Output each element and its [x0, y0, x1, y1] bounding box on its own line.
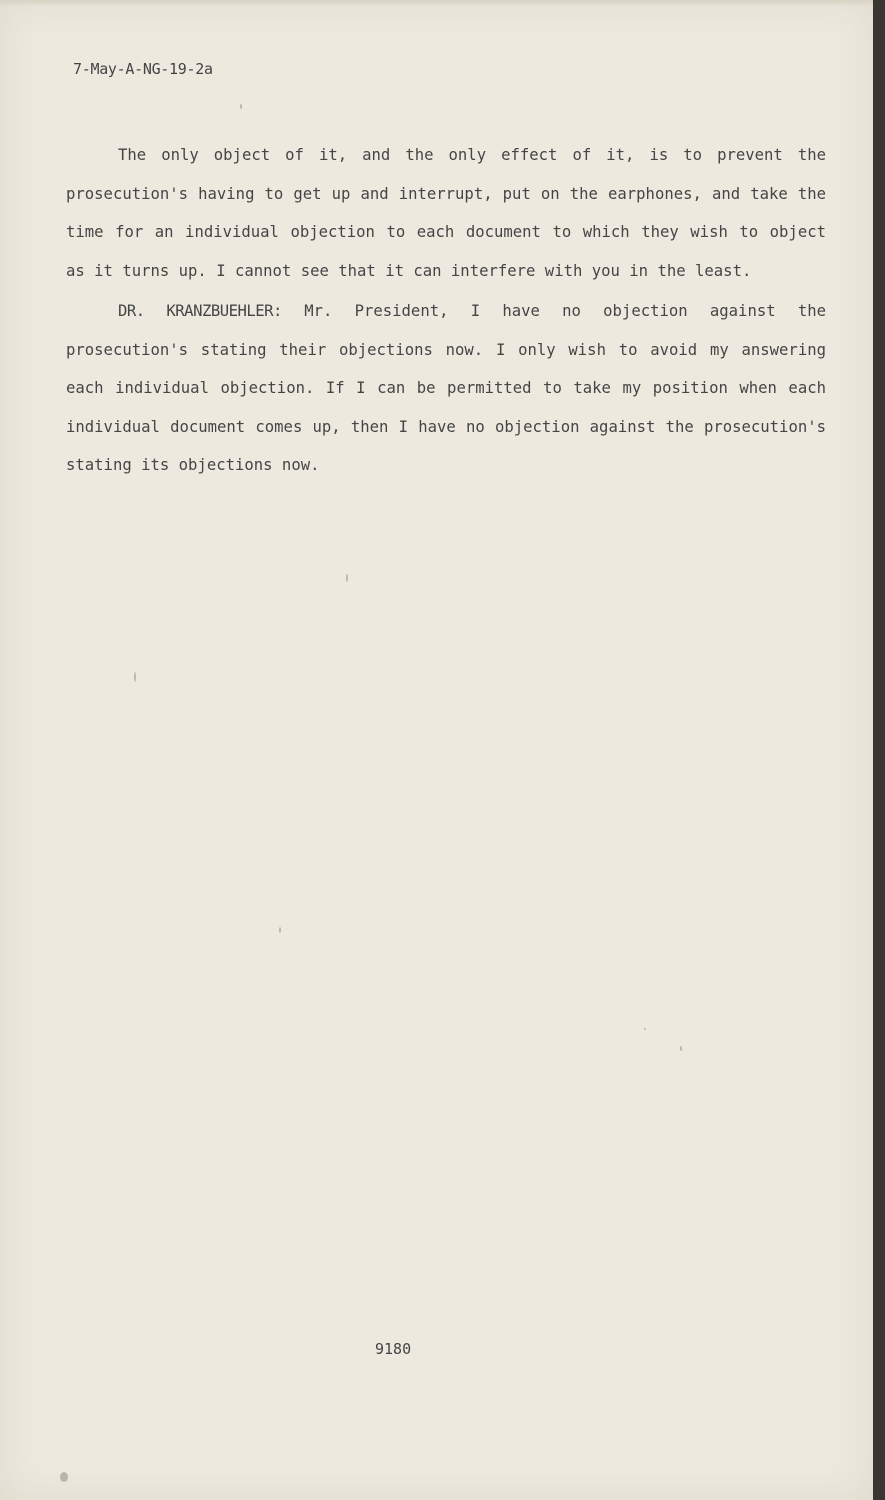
speaker-label: DR. KRANZBUEHLER: — [118, 302, 282, 320]
paper-speck — [644, 1028, 646, 1030]
document-body — [66, 136, 826, 485]
page-number: 9180 — [375, 1340, 412, 1358]
page-top-shadow — [0, 0, 873, 6]
paragraph-2 — [66, 292, 826, 485]
document-reference: 7-May-A-NG-19-2a — [73, 60, 213, 78]
paragraph-1 — [66, 136, 826, 290]
paper-speck — [60, 1472, 68, 1482]
paper-speck — [279, 927, 281, 933]
page-edge-shadow — [873, 0, 885, 1500]
paragraph-1-text: The only object of it, and the only effect of it, is to prevent the prosecution's having to get up and interrupt, put on the earphones, and take the time for an individual objection to each document to which they wish to object as it turns up. I cannot see that it can interfere with you in the least. — [66, 146, 826, 280]
paper-speck — [346, 574, 348, 582]
paragraph-2-text: Mr. President, I have no objection against the prosecution's stating their objections now. I only wish to avoid my answering each individual objection. If I can be permitted to take my position when each individual document comes up, then I have no objection against the prosecution's stating its objections now. — [66, 302, 827, 474]
paper-speck — [240, 104, 242, 109]
paper-speck — [680, 1046, 682, 1051]
paper-speck — [134, 672, 136, 682]
